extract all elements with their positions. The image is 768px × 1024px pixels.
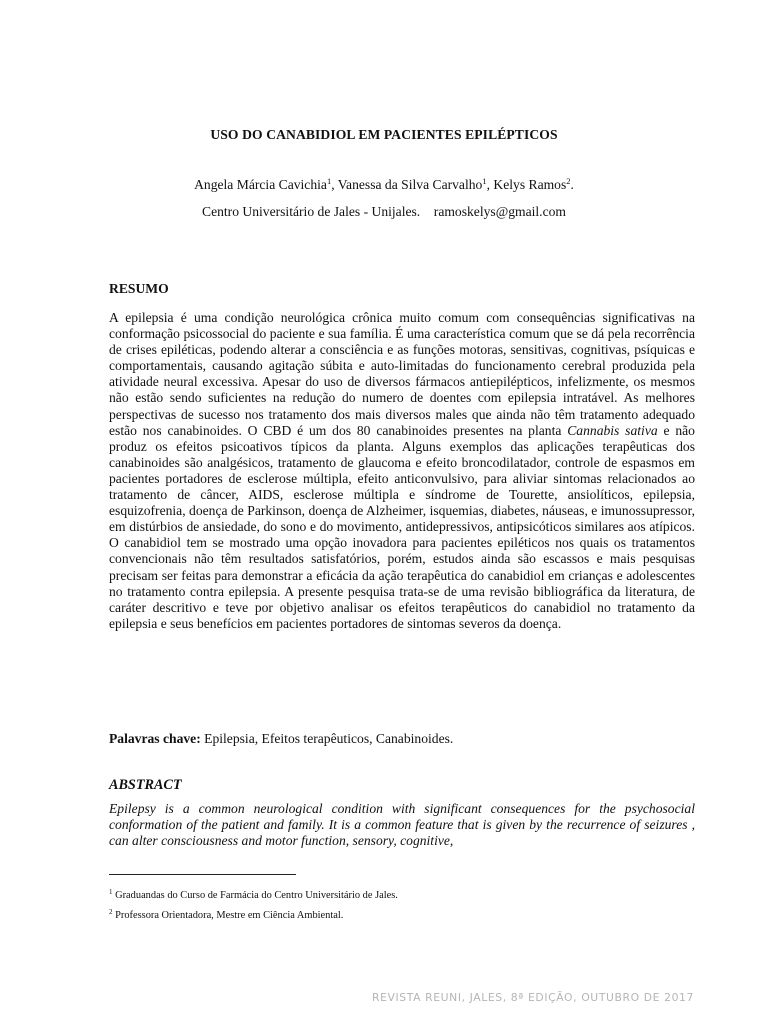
abstract-paragraph: Epilepsy is a common neurological condition with significant consequences for the psychosocial conformation of the patient and family. It is a common feature that is given by the recurrence of seizures , can alter consciousness and motor function, sensory, cognitive, xyxy=(109,801,695,849)
footnote-mark: 2 xyxy=(109,908,113,916)
footnote-text: Graduandas do Curso de Farmácia do Centro Universitário de Jales. xyxy=(112,890,398,901)
resumo-paragraph xyxy=(109,310,695,632)
footnote xyxy=(109,890,398,901)
paper-title: USO DO CANABIDIOL EM PACIENTES EPILÉPTICOS xyxy=(210,127,558,142)
keywords-line xyxy=(109,731,453,747)
affiliation-line: Centro Universitário de Jales - Unijales. ramoskelys@gmail.com xyxy=(202,204,566,219)
footnote-mark: 1 xyxy=(109,888,113,896)
keywords-value: Epilepsia, Efeitos terapêuticos, Canabinoides. xyxy=(200,731,454,746)
author-affiliation-mark: 2 xyxy=(566,176,571,186)
footnote xyxy=(109,910,343,921)
footnote-text: Professora Orientadora, Mestre em Ciência Ambiental. xyxy=(112,910,344,921)
author-line-end: . xyxy=(570,177,574,192)
footnote-divider xyxy=(109,874,296,875)
author-line xyxy=(0,177,768,193)
author-name: Kelys Ramos xyxy=(493,177,567,192)
species-name: Cannabis sativa xyxy=(567,422,658,438)
author-name: Vanessa da Silva Carvalho xyxy=(337,177,483,192)
keywords-label: Palavras chave: xyxy=(109,731,201,746)
resumo-text-part: e não produz os efeitos psicoativos típicos da planta. Alguns exemplos das aplicações terapêuticas dos canabinoides são analgésicos, tratamento de glaucoma e efeito broncodilatador, controle de espasmos em pacientes portadores de esclerose múltipla, efeito anticonvulsivo, para aliviar sintomas relacionados ao tratamento de câncer, AIDS, esclerose múltipla e síndrome de Tourette, ansiolíticos, epilepsia, esquizofrenia, doença de Parkinson, doença de Alzheimer, isquemias, diabetes, náuseas, e imunossupressor, em distúrbios de ansiedade, do sono e do movimento, antidepressivos, antipsicóticos similares aos atípicos. O canabidiol tem se mostrado uma opção inovadora para pacientes epiléticos nos quais os tratamentos convencionais não têm resultados satisfatórios, porém, estudos ainda são escassos e mais pesquisas precisam ser feitas para demonstrar a eficácia da ação terapêutica do canabidiol em crianças e adolescentes no tratamento contra epilepsia. A presente pesquisa trata-se de uma revisão bibliográfica da literatura, de caráter descritivo e teve por objetivo analisar os efeitos terapêuticos do canabidiol no tratamento da epilepsia e seus benefícios em pacientes portadores de sintomas severos da doença. xyxy=(109,422,695,631)
running-footer: REVISTA REUNI, JALES, 8ª EDIÇÃO, OUTUBRO DE 2017 xyxy=(372,991,694,1004)
author-name: Angela Márcia Cavichia xyxy=(194,177,327,192)
resumo-heading: RESUMO xyxy=(109,281,169,296)
author-separator: , xyxy=(486,177,494,192)
resumo-text-part: A epilepsia é uma condição neurológica crônica muito comum com consequências significativas na conformação psicossocial do paciente e sua família. É uma característica comum que se dá pela recorrência de crises epiléticas, podendo alterar a consciência e as funções motoras, sensitivas, cognitivas, psíquicas e comportamentais, causando agitação súbita e auto-limitadas do funcionamento cerebral produzida pela atividade neural excessiva. Apesar do uso de diversos fármacos antiepilépticos, infelizmente, os mesmos não estão sendo suficientes na redução do numero de doentes com epilepsia intratável. As melhores perspectivas de sucesso nos tratamento dos mais diversos males que ainda não têm tratamento adequado estão nos canabinoides. O CBD é um dos 80 canabinoides presentes na planta xyxy=(109,310,695,438)
abstract-heading: ABSTRACT xyxy=(109,777,182,793)
author-separator: , xyxy=(331,177,338,192)
author-affiliation-mark: 1 xyxy=(482,176,487,186)
author-affiliation-mark: 1 xyxy=(326,176,332,186)
